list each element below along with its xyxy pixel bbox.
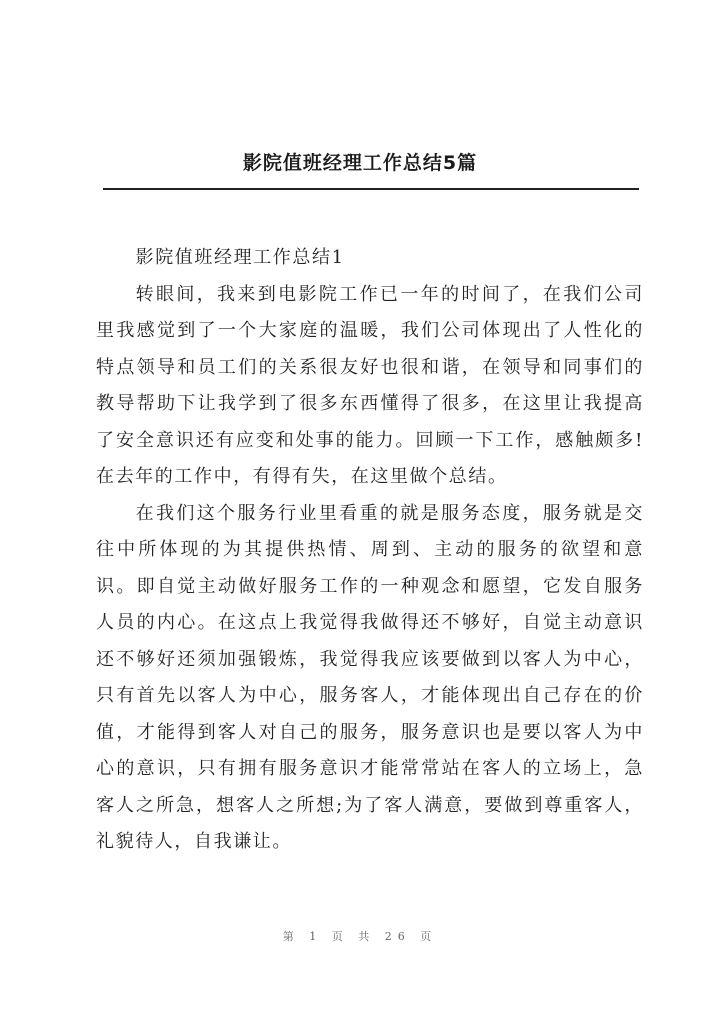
paragraph-1: 转眼间，我来到电影院工作已一年的时间了，在我们公司里我感觉到了一个大家庭的温暖，我们公司体现出了人性化的特点领导和员工们的关系很友好也很和谐，在领导和同事们的教导帮助下让我学到了很多东西懂得了很多，在这里让我提高了安全意识还有应变和处事的能力。回顾一下工作，感触颇多!在去年的工作中，有得有失，在这里做个总结。 [96,283,644,487]
paragraph-2: 在我们这个服务行业里看重的就是服务态度，服务就是交往中所体现的为其提供热情、周到、主动的服务的欲望和意识。即自觉主动做好服务工作的一种观念和愿望，它发自服务人员的内心。在这点上我觉得我做得还不够好，自觉主动意识还不够好还须加强锻炼，我觉得我应该要做到以客人为中心，只有首先以客人为中心，服务客人，才能体现出自己存在的价值，才能得到客人对自己的服务，服务意识也是要以客人为中心的意识，只有拥有服务意识才能常常站在客人的立场上，急客人之所急，想客人之所想;为了客人满意，要做到尊重客人，礼貌待人，自我谦让。 [96,502,644,852]
document-title: 影院值班经理工作总结5篇 [242,152,478,174]
title-divider [103,188,639,190]
page-number-footer: 第 1 页 共 26 页 [282,930,438,943]
document-body [96,240,644,861]
section-heading: 影院值班经理工作总结1 [135,247,345,268]
